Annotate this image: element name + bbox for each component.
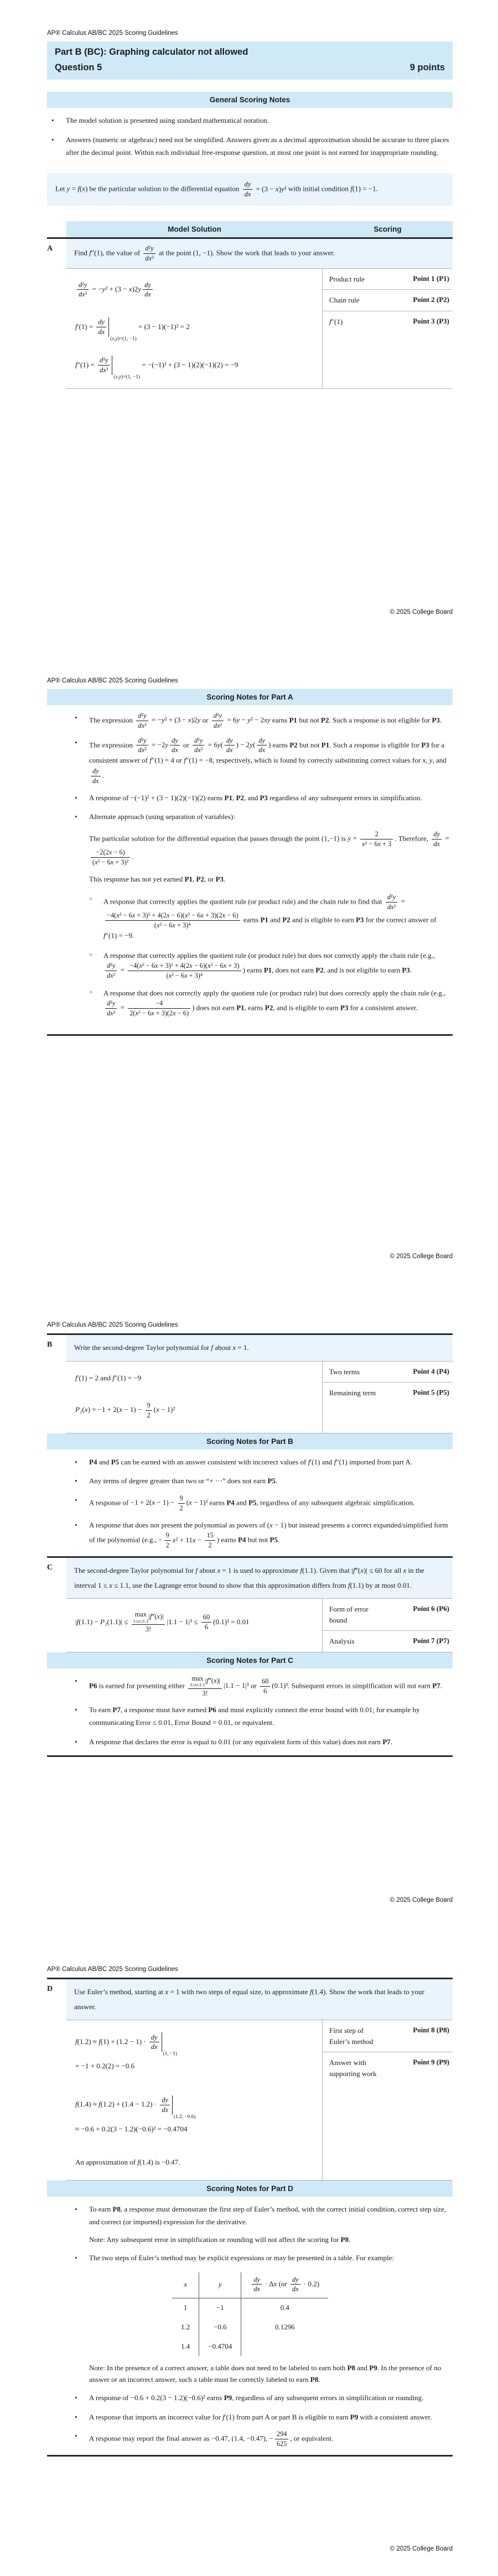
- document-header: AP® Calculus AB/BC 2025 Scoring Guidelines: [47, 30, 178, 36]
- bullet-icon: •: [75, 812, 77, 821]
- column-header-x: x: [172, 2272, 199, 2298]
- alternate-approach-status: This response has not yet earned P1, P2, or P3.: [89, 875, 226, 884]
- list-item: [47, 134, 453, 159]
- note-text: The model solution is presented using standard mathematical notation.: [66, 116, 269, 124]
- scoring-point: Point 8 (P8): [413, 2026, 449, 2035]
- list-item: [47, 1475, 453, 1488]
- part-d-prompt: Use Euler’s method, starting at x = 1 with two steps of equal size, to approximate f(1.4). Show the work that leads to your answer.: [66, 1979, 453, 2020]
- scoring-notes-b-list: [47, 1456, 453, 1550]
- scoring-row: [323, 1362, 453, 1383]
- note-text: P6 is earned for presenting either max 1≤x≤1.1 |f‴(x)| 3! |1.1 − 1|³ or $\frac{60}{6}$ (0.1)³. Subsequent errors in simplification will not earn P7.: [89, 1674, 442, 1697]
- note-text: [89, 2252, 453, 2385]
- problem-statement: Let y = f(x) be the particular solution to the differential equation $\frac{dy}{dx}$ = (3 − x)y² with initial condition f(1) = −1.: [47, 173, 453, 206]
- bullet-icon: •: [75, 2393, 77, 2402]
- bullet-icon: •: [75, 2205, 77, 2214]
- bullet-icon: •: [75, 2412, 77, 2421]
- scoring-criterion: First step of Euler’s method: [329, 2026, 374, 2046]
- formula: f″(1) = $\frac{\text{d²y}}{\text{dx²}}$ (x,y)=(1, −1) = −(−1)² + (3 − 1)(2)(−1)(2) = −9: [75, 356, 238, 380]
- note-main: To earn P8, a response must demonstrate the first step of Euler’s method, with the correct initial condition, correct step size, and correct (or imported) expression for the derivative.: [89, 2205, 447, 2226]
- document-header: AP® Calculus AB/BC 2025 Scoring Guidelines: [47, 677, 178, 684]
- general-scoring-notes-list: [47, 114, 453, 159]
- scoring-cell: [323, 269, 453, 389]
- scoring-point: Point 4 (P4): [413, 1367, 449, 1375]
- document-header: AP® Calculus AB/BC 2025 Scoring Guidelines: [47, 1322, 178, 1328]
- bullet-icon: •: [75, 2432, 77, 2441]
- list-item: [89, 893, 450, 942]
- scoring-row: [323, 1382, 453, 1404]
- list-item: [89, 949, 450, 980]
- scoring-notes-c-bar: Scoring Notes for Part C: [47, 1652, 453, 1668]
- divider-rule: [47, 1034, 453, 1036]
- copyright-footer: © 2025 College Board: [390, 1897, 453, 1904]
- bullet-icon: •: [75, 1520, 77, 1529]
- scoring-criterion: Answer with supporting work: [329, 2058, 377, 2078]
- solution-table-header: [47, 221, 453, 237]
- scoring-row: [323, 311, 453, 332]
- part-b-row: [47, 1335, 453, 1361]
- part-label: C: [47, 1563, 53, 1572]
- list-item: [47, 2411, 453, 2424]
- document-header: AP® Calculus AB/BC 2025 Scoring Guidelines: [47, 1966, 178, 1973]
- part-c-prompt: The second-degree Taylor polynomial for f about x = 1 is used to approximate f(1.1). Given that |f‴(x)| ≤ 60 for all x in the interval 1 ≤ x ≤ 1.1, use the Lagrange error bound to show that this approximation differs from f(1.1) by at most 0.01.: [66, 1558, 453, 1598]
- alternate-approach-solution: The particular solution for the differential equation that passes through the point (1,−1) is y = $\frac{2}{\text{x² − 6x + 3}}$ . Therefore, $\frac{dy}{dx}$ = $\frac{-2(2x - 6)}{\text{(x² − 6x + 3)²}}$ .: [89, 830, 449, 866]
- list-item: [47, 1519, 453, 1550]
- model-solution-cell: [66, 1599, 323, 1652]
- formula: f(1.4) ≈ f(1.2) + (1.4 − 1.2) · $\frac{dy}{dx}$ (1.2, −0.6): [75, 2095, 196, 2120]
- divider-rule: [47, 2455, 453, 2457]
- scoring-point: Point 3 (P3): [413, 316, 449, 325]
- list-item: [47, 1494, 453, 1513]
- scoring-notes-b-bar: Scoring Notes for Part B: [47, 1433, 453, 1449]
- copyright-footer: © 2025 College Board: [390, 2546, 453, 2552]
- model-solution-cell: [66, 269, 323, 389]
- part-a-solution-table: [66, 268, 453, 389]
- table-row: [172, 2337, 328, 2356]
- page-4: [0, 1911, 498, 2576]
- scoring-notes-c-list: [47, 1675, 453, 1749]
- part-d-solution-table: [66, 2020, 453, 2181]
- list-item: [47, 1736, 453, 1749]
- part-a-row: [47, 239, 453, 268]
- note-remark: Note: In the presence of a correct answer, a table does not need to be labeled to earn both P8 and P9. In the presence of no answer or an incorrect answer, such a table must be correctly labeled to earn P8.: [89, 2364, 442, 2384]
- scoring-row: [323, 289, 453, 311]
- bullet-icon: •: [75, 713, 77, 722]
- table-row: [172, 2318, 328, 2337]
- scoring-row: [323, 1630, 453, 1652]
- formula: $\frac{\text{d²y}}{\text{dx²}}$ = −y² + (3 − x)2y $\frac{dy}{dx}$: [75, 281, 315, 299]
- part-title: Part B (BC): Graphing calculator not allowed: [55, 47, 248, 57]
- cell-x: 1: [172, 2298, 199, 2318]
- scoring-point: Point 9 (P9): [413, 2058, 449, 2067]
- list-item: [47, 792, 453, 805]
- list-item: [47, 1675, 453, 1698]
- bullet-icon: •: [75, 1676, 77, 1685]
- general-scoring-notes-bar: General Scoring Notes: [47, 92, 453, 108]
- note-text: A response that correctly applies the quotient rule (or product rule) but does not correctly apply the chain rule (e.g., $\frac{\text{d²y}}{\text{dx²}}$ = $\frac{\text{−4(x² − 6x + 3)² + 4(2x − 6)(x² − 6x + 3)}}{\text{(x² − 6x + 3)⁴}}$ ) earns P1, does not earn P2, and is not eligible to earn P3.: [103, 951, 435, 979]
- scoring-cell: [323, 1362, 453, 1433]
- note-main: The two steps of Euler’s method may be explicit expressions or may be presented in a table. For example:: [89, 2253, 395, 2262]
- scoring-point: Point 7 (P7): [413, 1636, 449, 1645]
- list-item: [47, 737, 453, 785]
- note-text: A response that imports an incorrect value for f′(1) from part A or part B is eligible to earn P9 with a consistent answer.: [89, 2412, 432, 2421]
- list-item: [47, 811, 453, 1024]
- model-solution-cell: [66, 1362, 323, 1433]
- cell-y: −0.6: [199, 2318, 241, 2337]
- list-item: [47, 2252, 453, 2385]
- note-text: A response of −(−1)² + (3 − 1)(2)(−1)(2) earns P1, P2, and P3 regardless of any subsequent errors in simplification.: [89, 793, 422, 802]
- scoring-row: [323, 2020, 453, 2052]
- formula: f′(1) = 2 and f″(1) = −9: [75, 1373, 142, 1382]
- cell-step: 0.4: [280, 2303, 289, 2312]
- scoring-cell: [323, 1599, 453, 1652]
- note-text: A response that correctly applies the quotient rule (or product rule) and the chain rule to find that $\frac{\text{d²y}}{\text{dx²}}$ = $\frac{\text{−4(x² − 6x + 3)² + 4(2x − 6)(x² − 6x + 3)(2x − 6)}}{\text{(x² − 6x + 3)⁴}}$ earns P1 and P2 and is eligible to earn P3 for the correct answer of f″(1) = −9.: [103, 893, 437, 940]
- page-1: [0, 0, 498, 622]
- list-item: [47, 2430, 453, 2448]
- cell-y: −0.4704: [199, 2337, 241, 2356]
- note-text: A response that does not present the polynomial as powers of (x − 1) but instead presents a correct expanded/simplified form of the polynomial (e.g., − $\frac{9}{2}$ x² + 11x − $\frac{15}{2}$ ) earns P4 but not P5.: [89, 1520, 448, 1550]
- bullet-icon: •: [51, 116, 54, 124]
- scoring-cell: [323, 2020, 453, 2180]
- cell-step: 0.1296: [274, 2322, 295, 2331]
- scoring-criterion: Analysis: [329, 1637, 355, 1646]
- table-header-row: [172, 2272, 328, 2298]
- alternate-approach-intro: Alternate approach (using separation of variables):: [89, 812, 235, 821]
- list-item: [47, 1456, 453, 1469]
- formula: = −1 + 0.2(2) = −0.6: [75, 2062, 135, 2071]
- scoring-row: [323, 2052, 453, 2084]
- list-item: [47, 2392, 453, 2405]
- page-3: [0, 1266, 498, 1911]
- note-text: A response that does not correctly apply the quotient rule (or product rule) but does correctly apply the chain rule (e.g., $\frac{\text{d²y}}{\text{dx²}}$ = $\frac{-4}{\text{2(x² − 6x + 3)(2x − 6)}}$ ) does not earn P1, earns P2, and is eligible to earn P3 for a consistent answer.: [103, 988, 446, 1017]
- scoring-point: Point 1 (P1): [413, 274, 449, 283]
- note-text: A response of −0.6 + 0.2(3 − 1.2)(−0.6)² earns P9, regardless of any subsequent errors in simplification or rounding.: [89, 2393, 424, 2402]
- scoring-criterion: Two terms: [329, 1367, 360, 1376]
- note-text: The expression $\frac{\text{d²y}}{\text{dx²}}$ = −2y $\frac{dy}{dx}$ or $\frac{\text{d²y}}{\text{dx²}}$ = 6y( $\frac{dy}{dx}$ ) − 2y( $\frac{dy}{dx}$ ) earns P2 but not P1. Such a response is eligible for P3 for a consistent answer of f″(1) = 4 or f″(1) = −8, respectively, which is found by correctly substituting correct values for x, y, and $\frac{dy}{dx}$ .: [89, 736, 447, 785]
- part-label: A: [47, 244, 53, 253]
- scoring-notes-d-bar: Scoring Notes for Part D: [47, 2181, 453, 2197]
- bullet-icon: •: [75, 1496, 77, 1505]
- list-item: [89, 987, 450, 1018]
- part-label: B: [47, 1341, 53, 1349]
- divider-rule: [47, 1755, 453, 1757]
- question-number: Question 5: [55, 62, 102, 72]
- result-statement: An approximation of f(1.4) is −0.47.: [75, 2157, 180, 2166]
- part-a-prompt: Find f″(1), the value of $\frac{\text{d²y}}{\text{dx²}}$ at the point (1, −1). Show the work that leads to your answer.: [66, 239, 453, 268]
- bullet-icon: •: [75, 793, 77, 802]
- list-item: [47, 2203, 453, 2245]
- bullet-icon: •: [75, 2253, 77, 2262]
- scoring-criterion: Product rule: [329, 274, 365, 283]
- note-text: A response that declares the error is equal to 0.01 (or any equivalent form of this value) does not earn P7.: [89, 1737, 393, 1746]
- bullet-icon: •: [75, 1457, 77, 1466]
- column-header-y: y: [199, 2272, 241, 2298]
- scoring-criterion: Chain rule: [329, 296, 360, 304]
- question-title-bar: [47, 41, 453, 80]
- note-text: To earn P7, a response must have earned P6 and must explicitly connect the error bound with 0.01; for example by communicating Error ≤ 0.01, Error Bound = 0.01, or equivalent.: [89, 1706, 420, 1727]
- euler-method-example-table: [172, 2272, 328, 2356]
- table-row: [172, 2298, 328, 2318]
- formula: f′(1) = $\frac{dy}{dx}$ (x,y)=(1, −1) = (3 − 1)(−1)² = 2: [75, 318, 190, 342]
- alternate-approach-sublist: [89, 893, 450, 1018]
- list-item: [47, 712, 453, 730]
- part-d-row: [47, 1979, 453, 2020]
- note-text: [89, 811, 453, 1024]
- scoring-notes-a-list: [47, 712, 453, 1024]
- formula: |f(1.1) − P₂(1.1)| ≤ max 1≤x≤1.1 |f‴(x)| 3! |1.1 − 1|³ ≤ $\frac{60}{6}$ (0.1)³ = 0.01: [75, 1610, 250, 1634]
- circle-bullet-icon: ○: [89, 989, 93, 995]
- formula: P₂(x) = −1 + 2(x − 1) − $\frac{9}{2}$ (x − 1)²: [75, 1401, 175, 1419]
- part-label: D: [47, 1985, 53, 1993]
- copyright-footer: © 2025 College Board: [390, 609, 453, 616]
- note-text: The expression $\frac{\text{d²y}}{\text{dx²}}$ = −y² + (3 − x)2y or $\frac{\text{d²y}}{\text{dx²}}$ = 6y − y² − 2xy earns P1 but not P2. Such a response is not eligible for P3.: [89, 712, 442, 729]
- note-text: Any terms of degree greater than two or “+ ⋯” does not earn P5.: [89, 1477, 278, 1485]
- note-text: Answers (numeric or algebraic) need not be simplified. Answers given as a decimal approximation should be accurate to three places after the decimal point. Within each individual free-response question, at most one point is not earned for inappropriate rounding.: [66, 135, 449, 157]
- cell-x: 1.2: [172, 2318, 199, 2337]
- formula: f(1.2) ≈ f(1) + (1.2 − 1) · $\frac{dy}{dx}$ (1, −1): [75, 2033, 178, 2057]
- scoring-point: Point 2 (P2): [413, 295, 449, 304]
- cell-step: [241, 2337, 328, 2356]
- model-solution-header: Model Solution: [66, 221, 323, 237]
- note-remark: Note: Any subsequent error in simplification or rounding will not affect the scoring for P8.: [89, 2235, 351, 2244]
- list-item: [47, 114, 453, 127]
- scoring-criterion: Form of error bound: [329, 1605, 369, 1624]
- page-2: [0, 622, 498, 1266]
- bullet-icon: •: [75, 738, 77, 747]
- scoring-header: Scoring: [323, 221, 453, 237]
- list-item: [47, 1704, 453, 1729]
- column-header-step: $\frac{dy}{dx}$ · Δx (or $\frac{dy}{dx}$ · 0.2): [241, 2272, 328, 2298]
- scoring-point: Point 6 (P6): [413, 1604, 449, 1613]
- scoring-row: [323, 269, 453, 290]
- scoring-criterion: Remaining term: [329, 1389, 376, 1397]
- cell-y: −1: [199, 2298, 241, 2318]
- copyright-footer: © 2025 College Board: [390, 1253, 453, 1260]
- note-text: A response of −1 + 2(x − 1) − $\frac{9}{2}$ (x − 1)² earns P4 and P5, regardless of any subsequent algebraic simplification.: [89, 1494, 415, 1512]
- points-total: 9 points: [409, 62, 445, 72]
- scoring-row: [323, 1599, 453, 1630]
- bullet-icon: •: [51, 135, 54, 144]
- cell-x: 1.4: [172, 2337, 199, 2356]
- note-text: [89, 2203, 453, 2245]
- bullet-icon: •: [75, 1477, 77, 1485]
- bullet-icon: •: [75, 1706, 77, 1714]
- scoring-notes-d-list: [47, 2203, 453, 2448]
- scoring-criterion: f″(1): [329, 317, 343, 326]
- scoring-point: Point 5 (P5): [413, 1388, 449, 1397]
- model-solution-cell: [66, 2020, 323, 2180]
- circle-bullet-icon: ○: [89, 951, 93, 958]
- note-text: P4 and P5 can be earned with an answer consistent with incorrect values of f′(1) and f″(1) imported from part A.: [89, 1457, 413, 1466]
- scoring-notes-a-bar: Scoring Notes for Part A: [47, 689, 453, 705]
- formula: ≈ −0.6 + 0.2(3 − 1.2)(−0.6)² = −0.4704: [75, 2124, 188, 2133]
- part-c-row: [47, 1558, 453, 1598]
- part-c-solution-table: [66, 1598, 453, 1652]
- part-b-solution-table: [66, 1361, 453, 1433]
- circle-bullet-icon: ○: [89, 896, 93, 903]
- note-text: A response may report the final answer as −0.47, (1.4, −0.47), − $\frac{294}{625}$ , or equivalent.: [89, 2430, 334, 2448]
- bullet-icon: •: [75, 1737, 77, 1746]
- part-b-prompt: Write the second-degree Taylor polynomial for f about x = 1.: [66, 1335, 453, 1361]
